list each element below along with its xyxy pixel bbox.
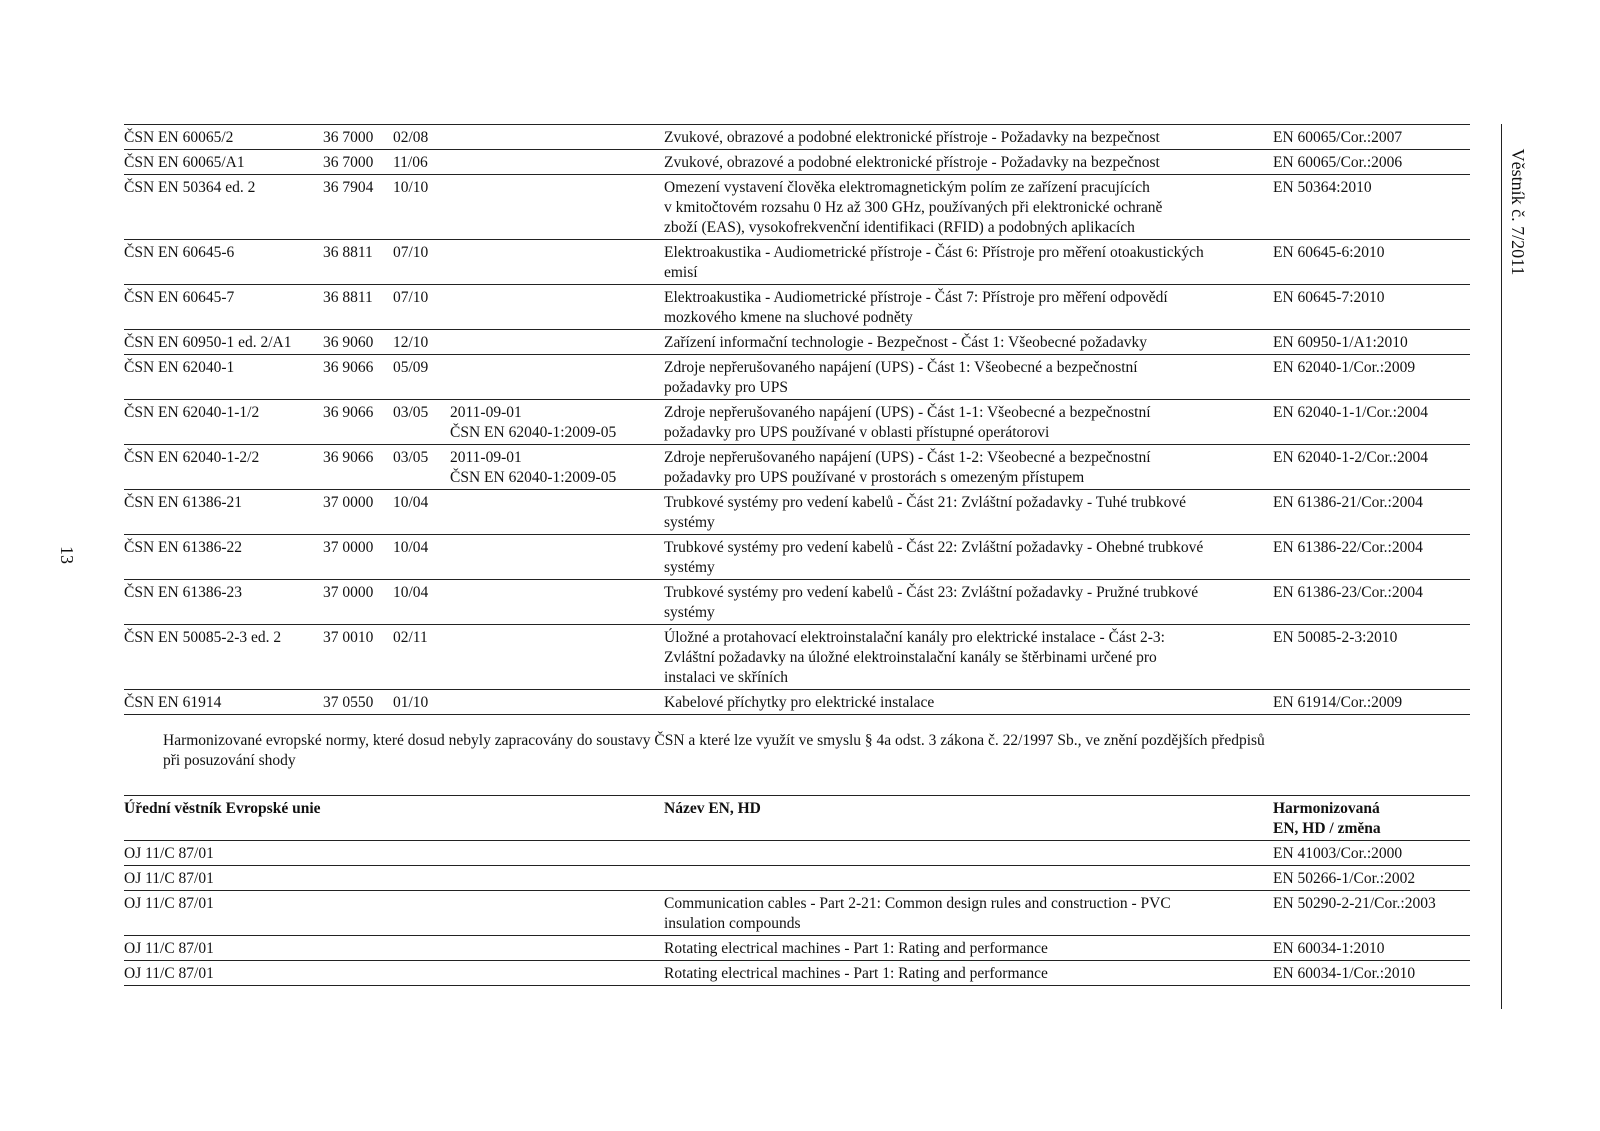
norm-title-line: Elektroakustika - Audiometrické přístroje - Část 6: Přístroje pro měření otoakustických: [664, 244, 1204, 261]
norm-replaces-line: ČSN EN 62040-1:2009-05: [450, 469, 617, 486]
norm-date: 02/08: [393, 129, 429, 146]
norm-title-line: požadavky pro UPS používané v oblasti přístupné operátorovi: [664, 424, 1050, 441]
oj-name: [664, 961, 1273, 986]
norm-class: 37 0000: [323, 539, 374, 556]
norm-csn: ČSN EN 62040-1-2/2: [124, 449, 260, 466]
norm-title: [664, 580, 1273, 625]
norms-table: [124, 124, 1470, 715]
norm-en: EN 60950-1/A1:2010: [1273, 334, 1408, 351]
oj-name: [664, 866, 1273, 891]
oj-row: [124, 866, 1470, 891]
norm-csn: ČSN EN 61386-21: [124, 494, 242, 511]
norm-replaces-line: ČSN EN 62040-1:2009-05: [450, 424, 617, 441]
norm-title-line: Zdroje nepřerušovaného napájení (UPS) - Část 1-2: Všeobecné a bezpečnostní: [664, 449, 1151, 466]
norm-title-line: Zdroje nepřerušovaného napájení (UPS) - Část 1: Všeobecné a bezpečnostní: [664, 359, 1138, 376]
norm-title-line: Zvukové, obrazové a podobné elektronické přístroje - Požadavky na bezpečnost: [664, 154, 1160, 171]
norm-title-line: systémy: [664, 514, 715, 531]
norm-row: [124, 625, 1470, 690]
norm-title: [664, 150, 1273, 175]
norm-row: [124, 445, 1470, 490]
page-number: 13: [57, 546, 77, 564]
header-journal: Úřední věstník Evropské unie: [124, 800, 321, 817]
norm-row: [124, 490, 1470, 535]
note-line: při posuzování shody: [163, 752, 296, 769]
norm-class: 37 0000: [323, 494, 374, 511]
norm-title-line: emisí: [664, 264, 698, 281]
norm-class: 36 9066: [323, 404, 374, 421]
norm-replaces-line: 2011-09-01: [450, 449, 522, 466]
norm-en: EN 61386-21/Cor.:2004: [1273, 494, 1423, 511]
norm-title-line: mozkového kmene na sluchové podněty: [664, 309, 913, 326]
norm-class: 37 0010: [323, 629, 374, 646]
norm-row: [124, 240, 1470, 285]
norm-csn: ČSN EN 61386-23: [124, 584, 242, 601]
norm-row: [124, 535, 1470, 580]
norm-en: EN 61914/Cor.:2009: [1273, 694, 1403, 711]
norm-date: 01/10: [393, 694, 429, 711]
vertical-divider: [1501, 124, 1502, 1009]
norm-replaces: [450, 490, 664, 535]
norm-en: EN 61386-22/Cor.:2004: [1273, 539, 1423, 556]
norm-class: 36 8811: [323, 289, 373, 306]
norm-title-line: instalaci ve skříních: [664, 669, 788, 686]
norm-date: 10/04: [393, 539, 429, 556]
norm-en: EN 50085-2-3:2010: [1273, 629, 1398, 646]
norm-en: EN 62040-1/Cor.:2009: [1273, 359, 1416, 376]
norm-title: [664, 690, 1273, 715]
norm-class: 36 9060: [323, 334, 374, 351]
oj-row: [124, 841, 1470, 866]
norm-class: 36 9066: [323, 449, 374, 466]
norm-replaces: [450, 625, 664, 690]
norm-title: [664, 240, 1273, 285]
norm-replaces-line: 2011-09-01: [450, 404, 522, 421]
norm-title-line: Elektroakustika - Audiometrické přístroje - Část 7: Přístroje pro měření odpovědí: [664, 289, 1168, 306]
norm-date: 03/05: [393, 404, 429, 421]
norm-row: [124, 125, 1470, 150]
norm-date: 11/06: [393, 154, 428, 171]
norm-title-line: požadavky pro UPS používané v prostorách s omezeným přístupem: [664, 469, 1085, 486]
norm-title-line: Zdroje nepřerušovaného napájení (UPS) - Část 1-1: Všeobecné a bezpečnostní: [664, 404, 1151, 421]
norm-csn: ČSN EN 60645-7: [124, 289, 235, 306]
oj-row: [124, 936, 1470, 961]
norm-title: [664, 400, 1273, 445]
norm-title-line: Trubkové systémy pro vedení kabelů - Část 23: Zvláštní požadavky - Pružné trubkové: [664, 584, 1199, 601]
norm-date: 05/09: [393, 359, 429, 376]
norm-csn: ČSN EN 61386-22: [124, 539, 242, 556]
norm-replaces: [450, 150, 664, 175]
norm-csn: ČSN EN 60065/2: [124, 129, 234, 146]
norm-en: EN 60645-6:2010: [1273, 244, 1385, 261]
norm-date: 10/04: [393, 494, 429, 511]
oj-name-line: insulation compounds: [664, 915, 801, 932]
norm-title: [664, 330, 1273, 355]
norm-en: EN 62040-1-1/Cor.:2004: [1273, 404, 1428, 421]
norm-class: 36 7000: [323, 129, 374, 146]
norm-replaces: [450, 400, 664, 445]
norm-title: [664, 490, 1273, 535]
oj-reference: OJ 11/C 87/01: [124, 940, 214, 957]
norm-class: 36 8811: [323, 244, 373, 261]
norm-replaces: [450, 445, 664, 490]
norm-replaces: [450, 690, 664, 715]
norm-date: 10/04: [393, 584, 429, 601]
norm-title-line: Zařízení informační technologie - Bezpečnost - Část 1: Všeobecné požadavky: [664, 334, 1148, 351]
norm-csn: ČSN EN 60950-1 ed. 2/A1: [124, 334, 292, 351]
norm-replaces: [450, 125, 664, 150]
norm-class: 36 7000: [323, 154, 374, 171]
oj-en: EN 60034-1:2010: [1273, 940, 1385, 957]
norm-csn: ČSN EN 60645-6: [124, 244, 235, 261]
norm-class: 37 0550: [323, 694, 374, 711]
oj-reference: OJ 11/C 87/01: [124, 845, 214, 862]
norm-row: [124, 285, 1470, 330]
norm-row: [124, 690, 1470, 715]
norm-csn: ČSN EN 60065/A1: [124, 154, 245, 171]
norm-title: [664, 285, 1273, 330]
norm-en: EN 62040-1-2/Cor.:2004: [1273, 449, 1428, 466]
norm-title-line: v kmitočtovém rozsahu 0 Hz až 300 GHz, používaných při elektronické ochraně: [664, 199, 1163, 216]
norm-row: [124, 400, 1470, 445]
header-harmonized-line: EN, HD / změna: [1273, 820, 1381, 837]
oj-name: [664, 891, 1273, 936]
norm-csn: ČSN EN 62040-1-1/2: [124, 404, 260, 421]
oj-en: EN 50290-2-21/Cor.:2003: [1273, 895, 1436, 912]
header-harmonized-line: Harmonizovaná: [1273, 800, 1380, 817]
norm-title-line: Trubkové systémy pro vedení kabelů - Část 22: Zvláštní požadavky - Ohebné trubkové: [664, 539, 1204, 556]
norm-row: [124, 355, 1470, 400]
oj-reference: OJ 11/C 87/01: [124, 870, 214, 887]
oj-row: [124, 891, 1470, 936]
oj-name-line: Communication cables - Part 2-21: Common design rules and construction - PVC: [664, 895, 1171, 912]
norm-en: EN 60065/Cor.:2006: [1273, 154, 1403, 171]
oj-en: EN 50266-1/Cor.:2002: [1273, 870, 1416, 887]
norm-replaces: [450, 355, 664, 400]
norm-title-line: zboží (EAS), vysokofrekvenční identifikaci (RFID) a podobných aplikacích: [664, 219, 1135, 236]
norm-class: 37 0000: [323, 584, 374, 601]
note-line: Harmonizované evropské normy, které dosud nebyly zapracovány do soustavy ČSN a které lze využít ve smyslu § 4a odst. 3 zákona č. 22/1997 Sb., ve znění pozdějších předpisů: [163, 732, 1265, 749]
norm-row: [124, 330, 1470, 355]
norm-title-line: Trubkové systémy pro vedení kabelů - Část 21: Zvláštní požadavky - Tuhé trubkové: [664, 494, 1187, 511]
norm-title-line: Omezení vystavení člověka elektromagnetickým polím ze zařízení pracujících: [664, 179, 1150, 196]
oj-en: EN 41003/Cor.:2000: [1273, 845, 1403, 862]
norm-title-line: Úložné a protahovací elektroinstalační kanály pro elektrické instalace - Část 2-3:: [664, 629, 1165, 646]
norm-title: [664, 535, 1273, 580]
norm-en: EN 60065/Cor.:2007: [1273, 129, 1403, 146]
norm-csn: ČSN EN 50364 ed. 2: [124, 179, 256, 196]
norm-row: [124, 150, 1470, 175]
norm-csn: ČSN EN 50085-2-3 ed. 2: [124, 629, 282, 646]
norm-replaces: [450, 175, 664, 240]
norm-date: 10/10: [393, 179, 429, 196]
norm-csn: ČSN EN 62040-1: [124, 359, 235, 376]
header-name: Název EN, HD: [664, 800, 761, 817]
oj-table: [124, 795, 1470, 986]
norm-date: 03/05: [393, 449, 429, 466]
norm-title: [664, 175, 1273, 240]
norm-title-line: Kabelové příchytky pro elektrické instalace: [664, 694, 935, 711]
norm-title: [664, 125, 1273, 150]
oj-reference: OJ 11/C 87/01: [124, 965, 214, 982]
norm-replaces: [450, 580, 664, 625]
oj-name-line: Rotating electrical machines - Part 1: Rating and performance: [664, 965, 1048, 982]
norm-title-line: systémy: [664, 604, 715, 621]
oj-en: EN 60034-1/Cor.:2010: [1273, 965, 1416, 982]
norm-class: 36 7904: [323, 179, 374, 196]
oj-name-line: Rotating electrical machines - Part 1: Rating and performance: [664, 940, 1048, 957]
norm-date: 07/10: [393, 244, 429, 261]
norm-replaces: [450, 330, 664, 355]
norm-replaces: [450, 535, 664, 580]
norm-title-line: Zvláštní požadavky na úložné elektroinstalační kanály se štěrbinami určené pro: [664, 649, 1157, 666]
norm-class: 36 9066: [323, 359, 374, 376]
norm-title-line: systémy: [664, 559, 715, 576]
note-paragraph: [163, 731, 1413, 771]
norm-title: [664, 445, 1273, 490]
norm-row: [124, 175, 1470, 240]
journal-title: Věstník č. 7/2011: [1508, 148, 1528, 276]
norm-date: 12/10: [393, 334, 429, 351]
norm-replaces: [450, 285, 664, 330]
oj-reference: OJ 11/C 87/01: [124, 895, 214, 912]
norm-en: EN 50364:2010: [1273, 179, 1372, 196]
norm-en: EN 61386-23/Cor.:2004: [1273, 584, 1423, 601]
norm-title: [664, 355, 1273, 400]
oj-name: [664, 936, 1273, 961]
norm-en: EN 60645-7:2010: [1273, 289, 1385, 306]
norm-csn: ČSN EN 61914: [124, 694, 222, 711]
norm-title-line: Zvukové, obrazové a podobné elektronické přístroje - Požadavky na bezpečnost: [664, 129, 1160, 146]
oj-name: [664, 841, 1273, 866]
norm-title: [664, 625, 1273, 690]
norm-replaces: [450, 240, 664, 285]
norm-date: 02/11: [393, 629, 428, 646]
oj-row: [124, 961, 1470, 986]
header-harmonized: [1273, 796, 1470, 841]
norm-title-line: požadavky pro UPS: [664, 379, 788, 396]
oj-header-row: [124, 796, 1470, 841]
norm-date: 07/10: [393, 289, 429, 306]
norm-row: [124, 580, 1470, 625]
